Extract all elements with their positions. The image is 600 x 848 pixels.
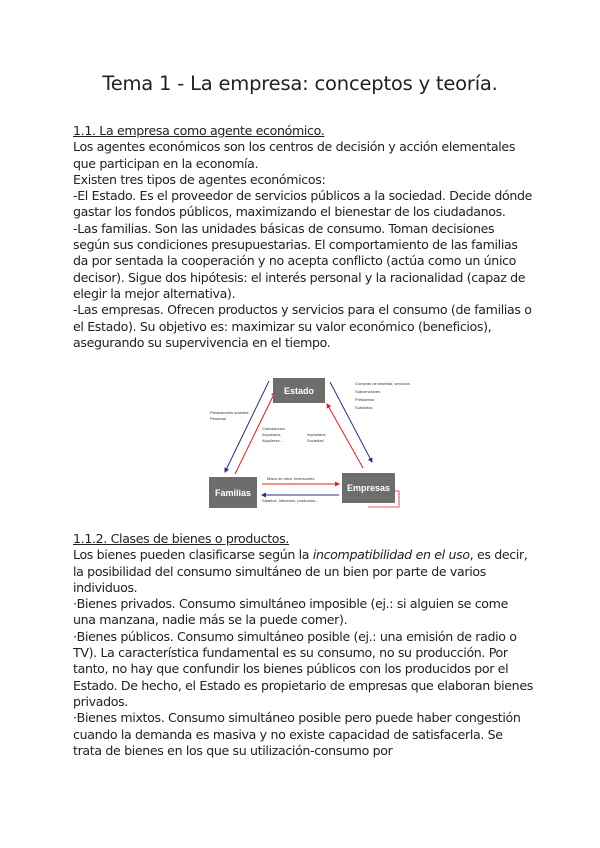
paragraph: -Las empresas. Ofrecen productos y servicios para el consumo (de familias o el Estado). Su objetivo es: maximizar su valor económico (beneficios), asegurando su supervivencia en el tiempo.	[73, 302, 532, 350]
paragraph: Existen tres tipos de agentes económicos:	[73, 171, 326, 187]
label: Cotizaciones	[262, 426, 285, 431]
box-familias: Familias	[209, 477, 257, 508]
label: Personal	[210, 416, 226, 421]
paragraph: -El Estado. Es el proveedor de servicios públicos a la sociedad. Decide dónde gastar los fondos públicos, maximizando el bienestar de los ciudadanos.	[73, 188, 533, 220]
label: Alquileres...	[262, 438, 283, 443]
box-estado: Estado	[273, 378, 325, 403]
paragraph: ·Bienes mixtos. Consumo simultáneo posible pero puede haber congestión cuando la demanda es masiva y no existe capacidad de satisfacerla. Se trata de bienes en los que su utilización-consumo por	[73, 710, 521, 758]
label: Compras de material, servicios	[355, 381, 410, 386]
section-agents	[73, 123, 533, 351]
paragraph: -Las familias. Son las unidades básicas de consumo. Toman decisiones según sus condiciones presupuestarias. El comportamiento de las familias da por sentada la cooperación y no acepta conflicto (actúa como un único decisor). Sigue dos hipótesis: el interés personal y la racionalidad (capaz de elegir la mejor alternativa).	[73, 220, 526, 301]
page-title: Tema 1 - La empresa: conceptos y teoría.	[102, 72, 498, 95]
text: Los bienes pueden clasificarse según la	[73, 547, 313, 563]
paragraph	[73, 547, 533, 596]
label: Impuestos	[262, 432, 281, 437]
section-goods	[73, 531, 533, 759]
label: Préstamos	[355, 397, 375, 402]
emphasis: incompatibilidad en el uso	[312, 547, 470, 563]
arrow-empresas-estado	[327, 404, 363, 468]
section-heading: 1.1.2. Clases de bienes o productos.	[73, 531, 290, 546]
box-empresas: Empresas	[342, 473, 395, 503]
paragraph: ·Bienes privados. Consumo simultáneo imposible (ej.: si alguien se come una manzana, nadie más se la puede comer).	[73, 596, 508, 628]
paragraph: ·Bienes públicos. Consumo simultáneo posible (ej.: una emisión de radio o TV). La característica fundamental es su consumo, no su producción. Por tanto, no hay que confundir los bienes públicos con los producidos por el Estado. De hecho, el Estado es propietario de empresas que elaboran bienes privados.	[73, 628, 533, 709]
economic-agents-diagram	[205, 374, 410, 510]
text: , es decir, la posibilidad del consumo simultáneo de un bien por parte de varios individuos.	[73, 547, 528, 595]
label: Salarios, Intereses, productos...	[262, 498, 319, 503]
paragraph: Los agentes económicos son los centros de decisión y acción elementales que participan en la economía.	[73, 139, 516, 171]
label: Prestaciones sociales	[210, 410, 249, 415]
section-heading: 1.1. La empresa como agente económico.	[73, 123, 325, 138]
label: Sociedad	[307, 438, 324, 443]
label: Mano de obra, Inversiones	[267, 476, 315, 481]
label: Impuestos	[307, 432, 326, 437]
label: Subsidios	[355, 405, 373, 410]
label: Subvenciones	[355, 389, 381, 394]
